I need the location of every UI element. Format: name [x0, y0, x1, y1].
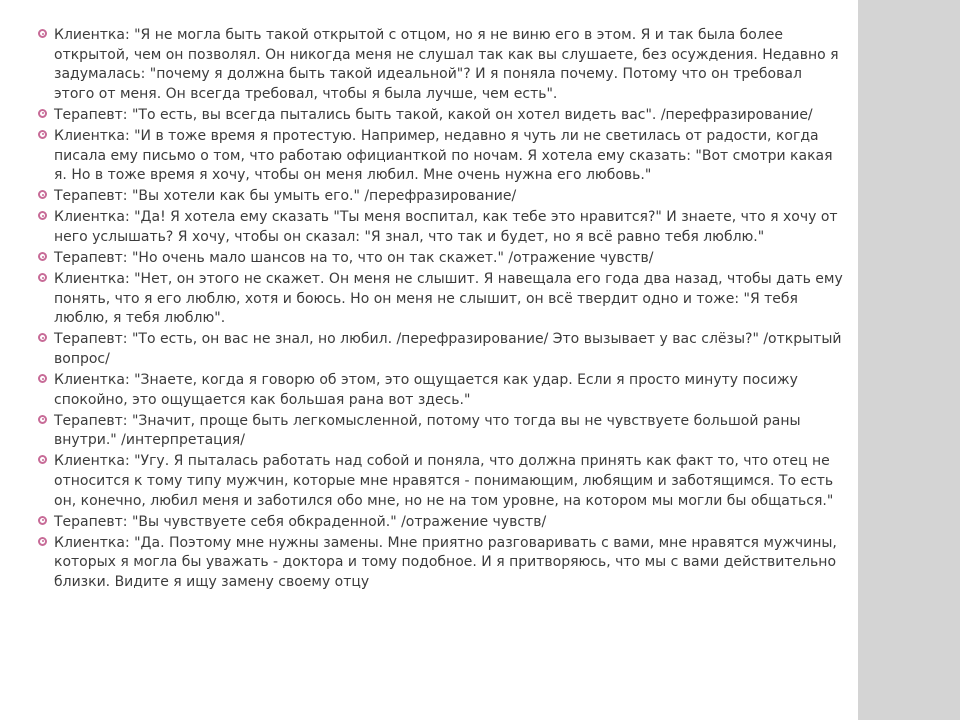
entry-text: Клиентка: "Угу. Я пыталась работать над собой и поняла, что должна принять как факт то, что отец не относится к тому типу мужчин, которые мне нравятся - понимающим, любящим и заботящимся. То есть он, конечно, любил меня и заботился обо мне, но не на том уровне, на котором мы могли бы общаться." — [54, 453, 834, 509]
circle-bullet-icon — [38, 190, 47, 199]
circle-bullet-icon — [38, 252, 47, 261]
entry-text: Клиентка: "Я не могла быть такой открытой с отцом, но я не виню его в этом. Я и так была более открытой, чем он позволял. Он никогда меня не слушал так как вы слушаете, без осуждения. Недавно я задумалась: "почему я должна быть такой идеальной"? И я поняла почему. Потому что он требовал этого от меня. Он всегда требовал, чтобы я была лучше, чем есть". — [54, 27, 839, 102]
dialogue-entry-client-6 — [38, 452, 846, 511]
dialogue-entry-client-3 — [38, 208, 846, 247]
dialogue-entry-client-7 — [38, 534, 846, 593]
dialogue-entry-client-4 — [38, 270, 846, 329]
entry-text: Клиентка: "Нет, он этого не скажет. Он меня не слышит. Я навещала его года два назад, чтобы дать ему понять, что я его люблю, хотя и боюсь. Но он меня не слышит, он всё твердит одно и тоже: "Я тебя люблю, я тебя люблю". — [54, 271, 843, 327]
entry-text: Клиентка: "Да! Я хотела ему сказать "Ты меня воспитал, как тебе это нравится?" И знаете, что я хочу от него услышать? Я хочу, чтобы он сказал: "Я знал, что так и будет, но я всё равно тебя люблю." — [54, 209, 838, 245]
dialogue-list — [38, 26, 846, 594]
decorative-sidebar — [858, 0, 960, 720]
dialogue-entry-therapist-5 — [38, 412, 846, 451]
dialogue-entry-therapist-2 — [38, 187, 846, 207]
circle-bullet-icon — [38, 537, 47, 546]
circle-bullet-icon — [38, 109, 47, 118]
entry-text: Клиентка: "Знаете, когда я говорю об этом, это ощущается как удар. Если я просто минуту посижу спокойно, это ощущается как большая рана вот здесь." — [54, 372, 798, 408]
circle-bullet-icon — [38, 211, 47, 220]
dialogue-entry-client-2 — [38, 127, 846, 186]
dialogue-entry-client-1 — [38, 26, 846, 104]
circle-bullet-icon — [38, 29, 47, 38]
circle-bullet-icon — [38, 273, 47, 282]
entry-text: Клиентка: "Да. Поэтому мне нужны замены. Мне приятно разговаривать с вами, мне нравятся мужчины, которых я могла бы уважать - доктора и тому подобное. И я притворяюсь, что мы с вами действительно близки. Видите я ищу замену своему отцу — [54, 534, 837, 591]
circle-bullet-icon — [38, 130, 47, 139]
circle-bullet-icon — [38, 516, 47, 525]
dialogue-entry-therapist-1 — [38, 106, 846, 126]
entry-text: Терапевт: "Значит, проще быть легкомысленной, потому что тогда вы не чувствуете большой раны внутри." /интерпретация/ — [54, 412, 801, 449]
entry-text: Терапевт: "То есть, он вас не знал, но любил. /перефразирование/ Это вызывает у вас слёзы?" /открытый вопрос/ — [54, 331, 842, 367]
dialogue-entry-client-5 — [38, 371, 846, 410]
entry-text: Терапевт: "Вы чувствуете себя обкраденной." /отражение чувств/ — [54, 513, 547, 530]
circle-bullet-icon — [38, 333, 47, 342]
dialogue-entry-therapist-4 — [38, 330, 846, 369]
circle-bullet-icon — [38, 415, 47, 424]
entry-text: Терапевт: "Но очень мало шансов на то, что он так скажет." /отражение чувств/ — [54, 250, 654, 267]
dialogue-entry-therapist-6 — [38, 513, 846, 533]
entry-text: Терапевт: "Вы хотели как бы умыть его." /перефразирование/ — [54, 188, 517, 205]
entry-text: Клиентка: "И в тоже время я протестую. Например, недавно я чуть ли не светилась от радости, когда писала ему письмо о том, что работаю официанткой по ночам. Я хотела ему сказать: "Вот смотри какая я. Но в тоже время я хочу, чтобы он меня любил. Мне очень нужна его любовь." — [54, 127, 833, 184]
dialogue-entry-therapist-3 — [38, 249, 846, 269]
circle-bullet-icon — [38, 455, 47, 464]
entry-text: Терапевт: "То есть, вы всегда пытались быть такой, какой он хотел видеть вас". /перефразирование/ — [54, 106, 813, 123]
circle-bullet-icon — [38, 374, 47, 383]
